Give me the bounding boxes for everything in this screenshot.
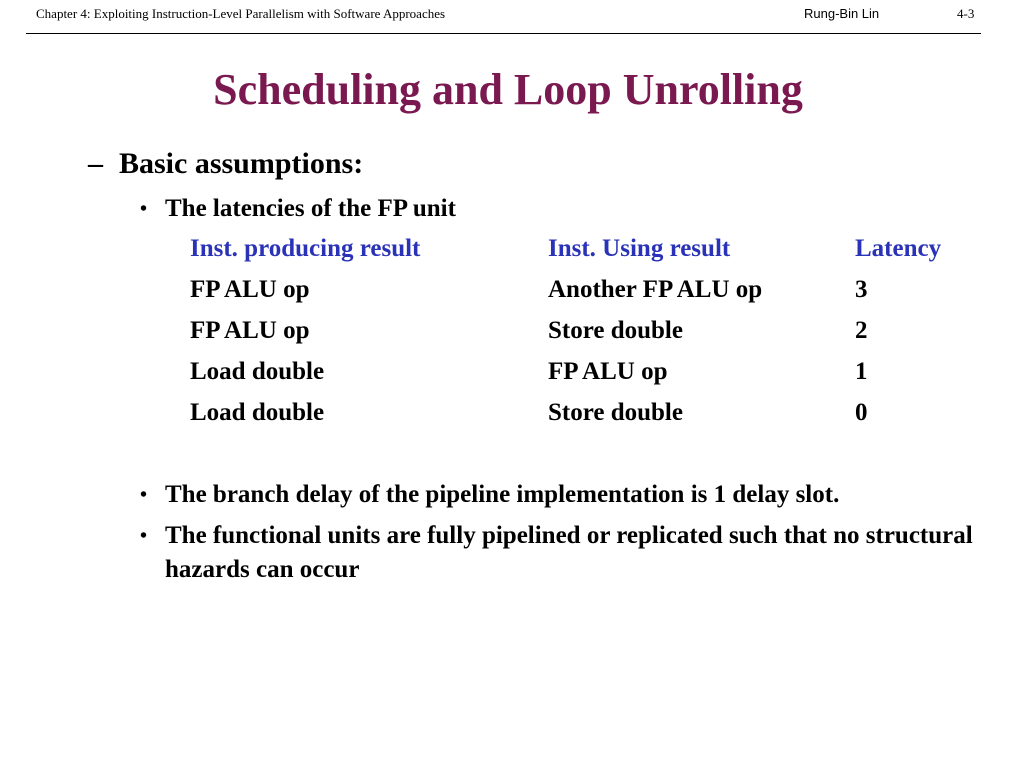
dash-marker: – — [88, 147, 103, 180]
table-header-cell: Latency — [855, 235, 942, 262]
bullet-latencies-text: The latencies of the FP unit — [165, 195, 456, 222]
outline-heading-text: Basic assumptions: — [119, 147, 364, 180]
table-cell-consumer: Store double — [548, 317, 683, 344]
table-header-cell: Inst. producing result — [190, 235, 421, 262]
bullet-functional-units-text: The functional units are fully pipelined or replicated such that no structural hazards can occur — [165, 522, 973, 583]
bullet-marker: • — [140, 525, 148, 547]
table-cell-producer: Load double — [190, 399, 325, 426]
table-cell-latency: 1 — [855, 358, 868, 385]
table-cell-producer: FP ALU op — [190, 317, 310, 344]
bullet-branch-delay-text: The branch delay of the pipeline implementation is 1 delay slot. — [165, 481, 840, 508]
bullet-marker: • — [140, 484, 148, 506]
slide-title: Scheduling and Loop Unrolling — [213, 65, 803, 114]
bullet-marker: • — [140, 198, 148, 220]
table-cell-consumer: Another FP ALU op — [548, 276, 763, 303]
header-chapter-title: Chapter 4: Exploiting Instruction-Level Parallelism with Software Approaches — [36, 6, 446, 21]
table-cell-consumer: FP ALU op — [548, 358, 668, 385]
table-cell-producer: FP ALU op — [190, 276, 310, 303]
table-cell-consumer: Store double — [548, 399, 683, 426]
table-cell-latency: 0 — [855, 399, 868, 426]
table-header-cell: Inst. Using result — [548, 235, 731, 262]
table-cell-latency: 3 — [855, 276, 868, 303]
table-cell-producer: Load double — [190, 358, 325, 385]
table-cell-latency: 2 — [855, 317, 868, 344]
header-author: Rung-Bin Lin — [804, 6, 880, 21]
header-page-number: 4-3 — [957, 6, 975, 21]
header-divider — [26, 33, 981, 34]
slide-header — [0, 0, 1024, 34]
